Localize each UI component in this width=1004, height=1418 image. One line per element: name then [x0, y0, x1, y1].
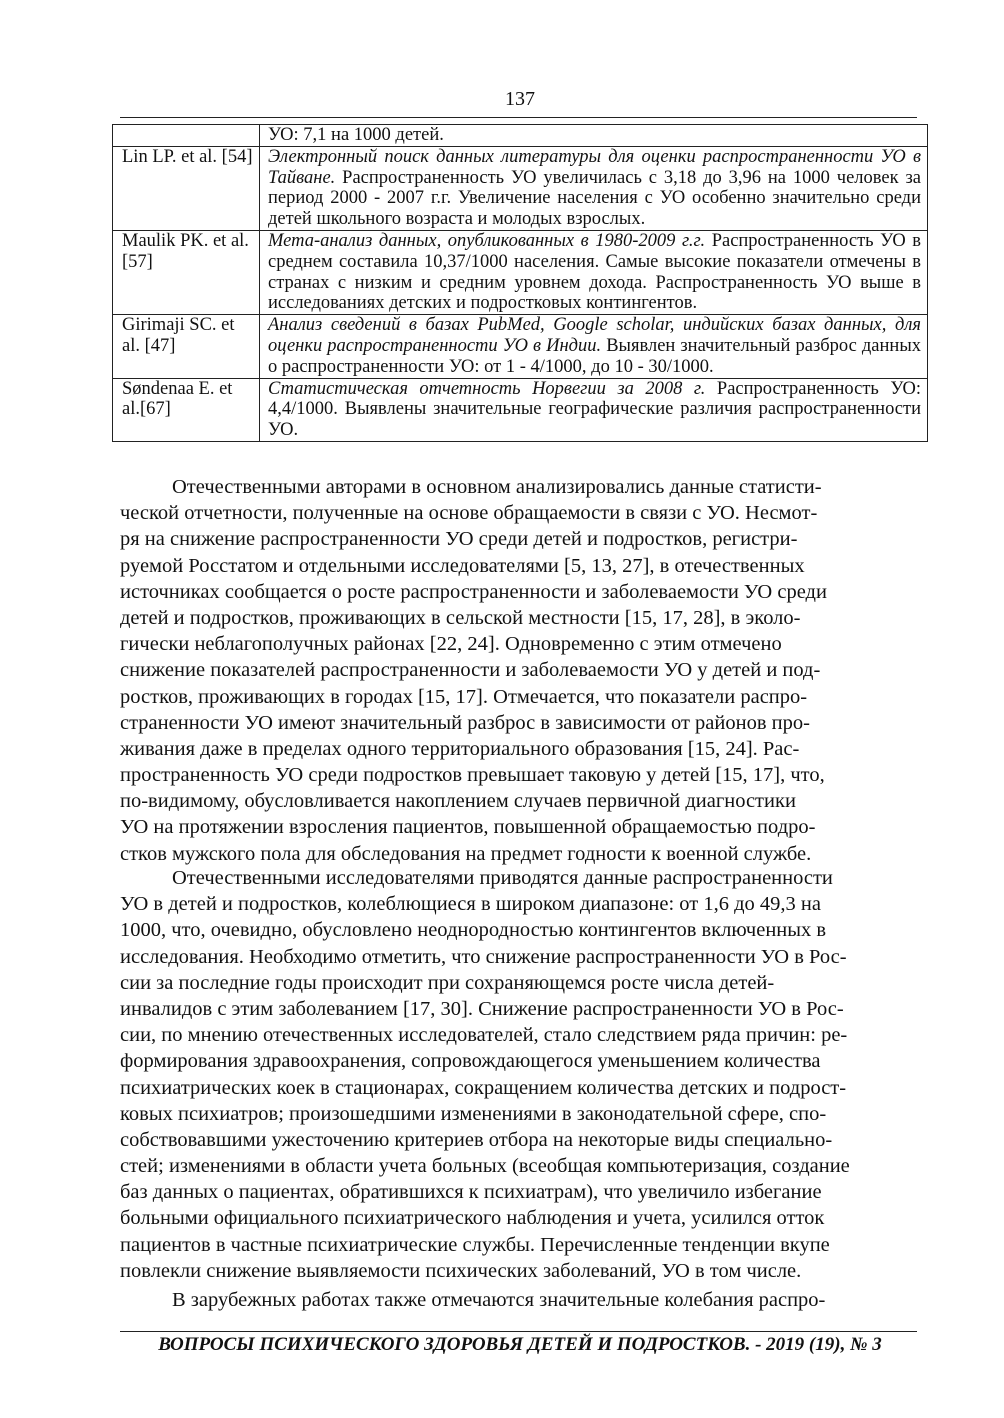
text-line: по-видимому, обусловливается накоплением случаев первичной диагностики	[120, 790, 796, 813]
text-line: стей; изменениями в области учета больных (всеобщая компьютеризация, создание	[120, 1155, 850, 1178]
text-line: больными официального психиатрического наблюдения и учета, усилился отток	[120, 1207, 825, 1230]
description-cell	[260, 378, 928, 441]
finding-text: Распространенность УО увеличилась с 3,18 до 3,96 на 1000 человек за период 2000 - 2007 г.г. Увеличение населения с УО особенно значительно среди детей школьного возраста и молодых взрослых.	[268, 167, 921, 230]
table-row	[113, 230, 928, 314]
text-line: формирования здравоохранения, сопровождающегося уменьшением количества	[120, 1050, 821, 1073]
journal-footer: ВОПРОСЫ ПСИХИЧЕСКОГО ЗДОРОВЬЯ ДЕТЕЙ И ПОДРОСТКОВ. - 2019 (19), № 3	[158, 1334, 882, 1355]
method-text: Статистическая отчетность Норвегии за 2008 г.	[268, 378, 706, 399]
paragraph-2	[120, 865, 917, 1284]
text-line: ковых психиатров; произошедшими изменениями в законодательной сфере, спо-	[120, 1102, 827, 1125]
text-line: снижение показателей распространенности и заболеваемости УО у детей и под-	[120, 659, 821, 682]
author-cell: Maulik PK. et al. [57]	[113, 230, 260, 314]
text-line: собствовавшими ужесточению критериев отбора на некоторые виды специально-	[120, 1128, 833, 1151]
text-line: источниках сообщается о росте распространенности и заболеваемости УО среди	[120, 580, 827, 603]
studies-table	[112, 124, 928, 442]
author-cell	[113, 125, 260, 147]
page-number: 137	[505, 88, 535, 110]
finding-text: УО: 7,1 на 1000 детей.	[268, 125, 444, 145]
text-line: сии, по мнению отечественных исследователей, стало следствием ряда причин: ре-	[120, 1024, 848, 1047]
text-line: руемой Росстатом и отдельными исследователями [5, 13, 27], в отечественных	[120, 554, 805, 577]
text-line: ря на снижение распространенности УО среди детей и подростков, регистри-	[120, 528, 798, 551]
author-cell: Girimaji SC. et al. [47]	[113, 315, 260, 378]
author-cell: Lin LP. et al. [54]	[113, 146, 260, 230]
text-line: УО на протяжении взросления пациентов, повышенной обращаемостью подро-	[120, 816, 816, 839]
text-line: живания даже в пределах одного территориального образования [15, 24]. Рас-	[120, 737, 800, 760]
table-row	[113, 315, 928, 378]
text-line: Отечественными исследователями приводятся данные распространенности	[172, 867, 833, 889]
text-line: гически неблагополучных районах [22, 24]. Одновременно с этим отмечено	[120, 633, 782, 656]
method-text: Электронный поиск данных литературы для оценки распространенности УО в Тайване.	[268, 146, 921, 188]
method-text: Анализ сведений в базах PubMed, Google scholar, индийских базах данных, для оценки распространенности УО в Индии.	[268, 315, 921, 356]
text-line: баз данных о пациентах, обратившихся к психиатрам), что увеличило избегание	[120, 1181, 822, 1204]
text-line: пространенность УО среди подростков превышает таковую у детей [15, 17], что,	[120, 764, 825, 787]
finding-text: Выявлен значительный разброс данных о распространенности УО: от 1 - 4/1000, до 10 - 30/1000.	[268, 335, 921, 377]
text-line: детей и подростков, проживающих в сельской местности [15, 17, 28], в эколо-	[120, 606, 801, 629]
text-line: инвалидов с этим заболеванием [17, 30]. Снижение распространенности УО в Рос-	[120, 997, 844, 1020]
text-line: психиатрических коек в стационарах, сокращением количества детских и подрост-	[120, 1076, 847, 1099]
text-line: стков мужского пола для обследования на предмет годности к военной службе.	[120, 842, 812, 865]
finding-text: Распространенность УО: 4,4/1000. Выявлены значительные географические различия распространенности УО.	[268, 378, 922, 441]
text-line: Отечественными авторами в основном анализировались данные статисти-	[172, 476, 822, 498]
text-line: ростков, проживающих в городах [15, 17]. Отмечается, что показатели распро-	[120, 685, 808, 708]
text-line: сии за последние годы происходит при сохраняющемся росте числа детей-	[120, 971, 775, 994]
table-row	[113, 146, 928, 230]
text-line: исследования. Необходимо отметить, что снижение распространенности УО в Рос-	[120, 945, 847, 968]
header-rule	[120, 117, 917, 118]
author-cell: Søndenaa E. et al.[67]	[113, 378, 260, 441]
text-line: ческой отчетности, полученные на основе обращаемости в связи с УО. Несмот-	[120, 502, 818, 525]
paragraph-3	[120, 1287, 917, 1313]
paragraph-1	[120, 474, 917, 867]
description-cell	[260, 315, 928, 378]
method-text: Мета-анализ данных, опубликованных в 1980-2009 г.г.	[268, 230, 706, 251]
table-row	[113, 378, 928, 441]
table-row	[113, 125, 928, 147]
text-line: В зарубежных работах также отмечаются значительные колебания распро-	[172, 1289, 826, 1311]
description-cell	[260, 230, 928, 314]
finding-text: Распространенность УО в среднем составила 10,37/1000 населения. Самые высокие показатели отмечены в странах с низким и средним уровнем дохода. Распространенность УО выше в исследованиях детских и подростковых контингентов.	[268, 230, 921, 314]
text-line: повлекли снижение выявляемости психических заболеваний, УО в том числе.	[120, 1259, 802, 1282]
description-cell	[260, 146, 928, 230]
footer-rule	[120, 1331, 917, 1332]
text-line: страненности УО имеют значительный разброс в зависимости от районов про-	[120, 711, 810, 734]
description-cell	[260, 125, 928, 147]
text-line: 1000, что, очевидно, обусловлено неоднородностью контингентов включенных в	[120, 919, 827, 942]
text-line: пациентов в частные психиатрические службы. Перечисленные тенденции вкупе	[120, 1233, 830, 1256]
text-line: УО в детей и подростков, колеблющиеся в широком диапазоне: от 1,6 до 49,3 на	[120, 893, 821, 916]
